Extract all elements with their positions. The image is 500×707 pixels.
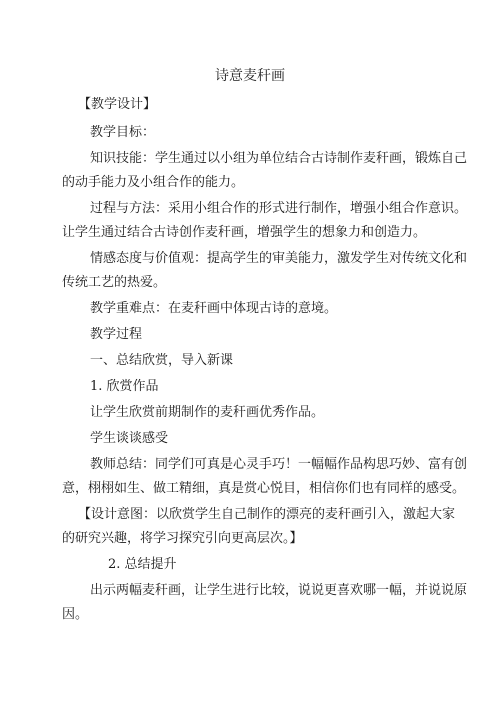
students-talk: 学生谈谈感受 xyxy=(90,431,169,446)
step-2-line-1: 出示两幅麦秆画，让学生进行比较，说说更喜欢哪一幅，并说说原 xyxy=(90,583,468,598)
intent-line-2: 的研究兴趣，将学习探究引向更高层次。】 xyxy=(62,531,303,546)
intent-line-1: 【设计意图：以欣赏学生自己制作的漂亮的麦秆画引入，激起大家 xyxy=(78,507,456,522)
objectives-label: 教学目标： xyxy=(90,125,156,140)
page-title: 诗意麦秆画 xyxy=(215,68,285,84)
part-one-heading: 一、总结欣赏，导入新课 xyxy=(90,353,234,368)
teacher-line-2: 意，栩栩如生、做工精细，真是赏心悦目，相信你们也有同样的感受。 xyxy=(62,481,466,496)
step-1: 1. 欣赏作品 xyxy=(90,379,159,394)
section-heading: 【教学设计】 xyxy=(78,97,157,112)
emotion-line-2: 传统工艺的热爱。 xyxy=(62,275,167,290)
step-2-line-2: 因。 xyxy=(62,607,89,622)
knowledge-line-1: 知识技能：学生通过以小组为单位结合古诗制作麦秆画，锻炼自己 xyxy=(90,151,468,166)
knowledge-line-2: 的动手能力及小组合作的能力。 xyxy=(62,175,245,190)
process-line-1: 过程与方法：采用小组合作的形式进行制作，增强小组合作意识。 xyxy=(90,201,468,216)
teacher-line-1: 教师总结：同学们可真是心灵手巧！一幅幅作品构思巧妙、富有创 xyxy=(90,457,468,472)
step-1-desc: 让学生欣赏前期制作的麦秆画优秀作品。 xyxy=(90,405,325,420)
process-label: 教学过程 xyxy=(90,327,143,342)
emotion-line-1: 情感态度与价值观：提高学生的审美能力，激发学生对传统文化和 xyxy=(90,251,468,266)
process-line-2: 让学生通过结合古诗创作麦秆画，增强学生的想象力和创造力。 xyxy=(62,225,427,240)
key-point: 教学重难点：在麦秆画中体现古诗的意境。 xyxy=(90,301,338,316)
step-2: 2. 总结提升 xyxy=(108,557,177,572)
